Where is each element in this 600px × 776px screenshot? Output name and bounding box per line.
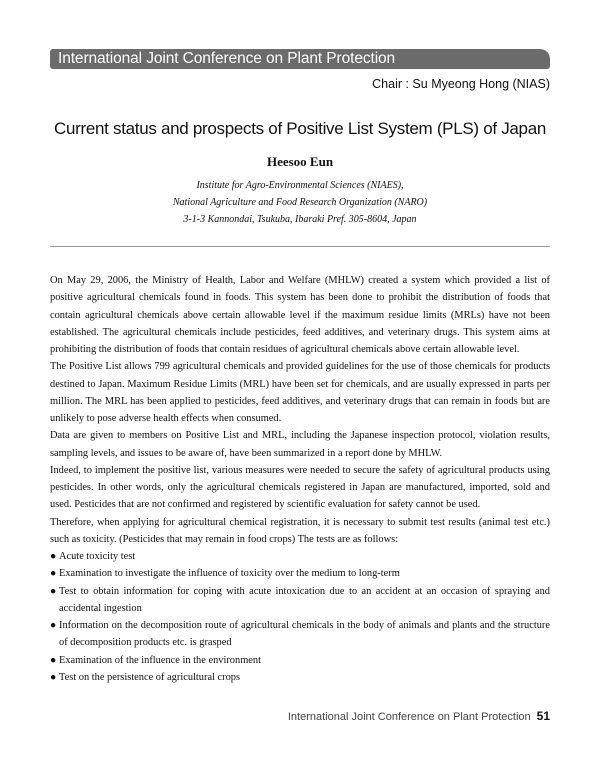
affiliation-line-1: Institute for Agro-Environmental Sciences (NIAES), xyxy=(196,180,404,191)
affiliation-line-2: National Agriculture and Food Research Organization (NARO) xyxy=(172,197,428,208)
list-item xyxy=(50,548,550,565)
list-item-text: Examination of the influence in the environment xyxy=(59,654,261,666)
test-list xyxy=(50,548,550,686)
bullet-icon: ● xyxy=(50,568,57,580)
bullet-icon: ● xyxy=(50,654,57,666)
author-name: Heesoo Eun xyxy=(266,154,334,169)
paragraph: Indeed, to implement the positive list, various measures were needed to secure the safety of agricultural products using pesticides. In other words, only the agricultural chemicals registered in Japan are manufactured, imported, sold and used. Pesticides that are not confirmed and registered by scientific evaluation for safety cannot be used. xyxy=(50,464,550,511)
paragraph: The Positive List allows 799 agricultural chemicals and provided guidelines for the use of those chemicals for products destined to Japan. Maximum Residue Limits (MRL) have been set for chemicals, and are usually expressed in parts per million. The MRL has been applied to pesticides, feed additives, and veterinary drugs that can remain in foods but are unlikely to pose adverse health effects when consumed. xyxy=(50,361,550,424)
paragraph: Therefore, when applying for agricultural chemical registration, it is necessary to submit test results (animal test etc.) such as toxicity. (Pesticides that may remain in food crops) The tests are as follows: xyxy=(50,516,550,545)
list-item-text: Test to obtain information for coping with acute intoxication due to an accident at an occasion of spraying and accidental ingestion xyxy=(59,585,550,614)
page-footer xyxy=(288,709,550,723)
bullet-icon: ● xyxy=(50,585,57,597)
paragraph: On May 29, 2006, the Ministry of Health, Labor and Welfare (MHLW) created a system which provided a list of positive agricultural chemicals found in foods. This system has been done to prohibit the distribution of foods that contain agricultural chemicals above certain allowable level if the maximum residue limits (MRLs) have not been established. The agricultural chemicals include pesticides, feed additives, and veterinary drugs. This system aims at prohibiting the distribution of foods that contain residues of agricultural chemicals above certain allowable level. xyxy=(50,275,550,355)
paper-body xyxy=(50,272,550,686)
list-item xyxy=(50,617,550,652)
bullet-icon: ● xyxy=(50,551,57,562)
page-number: 51 xyxy=(536,709,550,723)
bullet-icon: ● xyxy=(50,671,57,683)
bullet-icon: ● xyxy=(50,620,57,631)
list-item-text: Information on the decomposition route of agricultural chemicals in the body of animals and plants and the structure of decomposition products etc. is grasped xyxy=(59,620,550,649)
affiliation-line-3: 3-1-3 Kannondai, Tsukuba, Ibaraki Pref. 305-8604, Japan xyxy=(183,214,417,225)
list-item-text: Examination to investigate the influence of toxicity over the medium to long-term xyxy=(59,568,400,580)
list-item xyxy=(50,652,550,669)
footer-conference-name: International Joint Conference on Plant Protection xyxy=(287,711,531,723)
conference-banner xyxy=(50,49,550,69)
conference-banner-text: International Joint Conference on Plant Protection xyxy=(58,50,396,67)
list-item-text: Test on the persistence of agricultural crops xyxy=(59,671,241,683)
paper-title: Current status and prospects of Positive List System (PLS) of Japan xyxy=(53,119,547,138)
paragraph: Data are given to members on Positive List and MRL, including the Japanese inspection protocol, violation results, sampling levels, and issues to be aware of, have been summarized in a report done by MHLW. xyxy=(50,430,550,459)
section-divider xyxy=(50,246,550,247)
list-item-text: Acute toxicity test xyxy=(59,551,136,562)
list-item xyxy=(50,669,550,686)
session-chair: Chair : Su Myeong Hong (NIAS) xyxy=(372,77,550,91)
list-item xyxy=(50,565,550,582)
list-item xyxy=(50,583,550,618)
